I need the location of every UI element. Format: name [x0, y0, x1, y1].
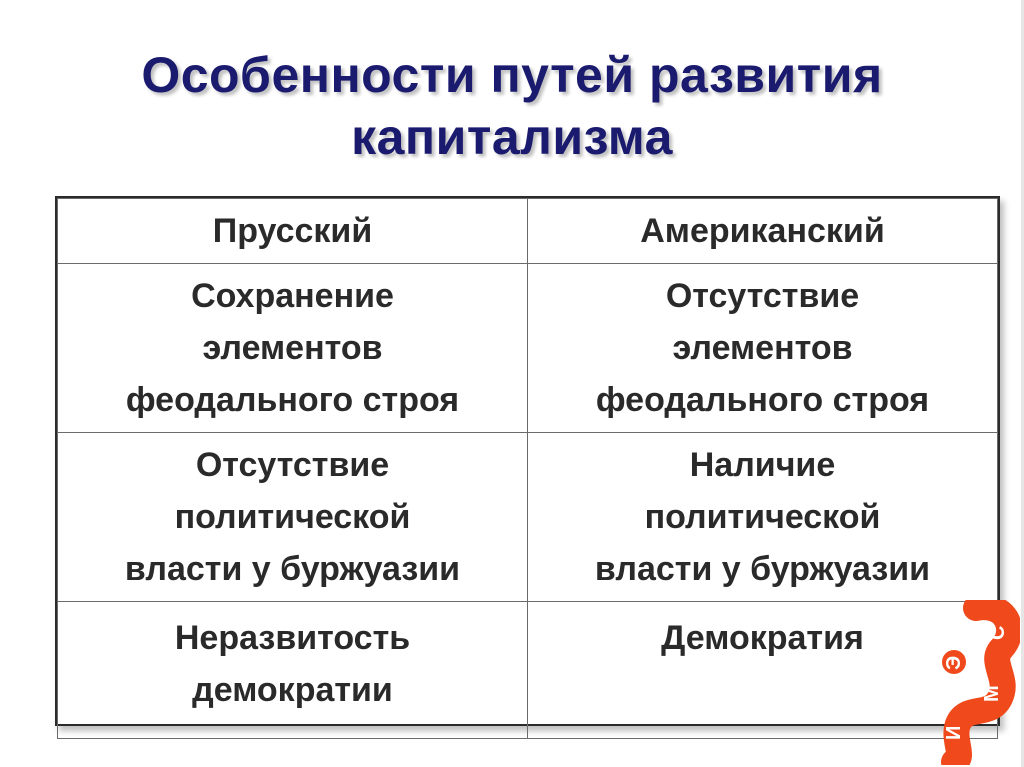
cell-line: политической — [174, 498, 411, 536]
table-row — [58, 433, 998, 602]
header-prussian: Прусский — [58, 199, 528, 264]
cell-line: феодального строя — [595, 381, 930, 419]
cell-line: феодального строя — [125, 381, 460, 419]
cell-line: Сохранение — [191, 277, 394, 315]
cell-line: власти у буржуазии — [594, 550, 931, 588]
cell-line: элементов — [672, 329, 853, 367]
cell-line: Отсутствие — [195, 446, 390, 484]
cell-line: Неразвитость — [174, 619, 411, 657]
cell-line: Демократия — [661, 619, 864, 657]
cell-line: власти у буржуазии — [124, 550, 461, 588]
cell-line: политической — [644, 498, 881, 536]
table-row — [58, 264, 998, 433]
logo-letter: С — [987, 625, 1009, 640]
cell-line: демократии — [192, 671, 393, 709]
imes-logo — [936, 600, 1020, 765]
comparison-table — [55, 196, 1000, 726]
cell-american — [528, 264, 998, 433]
cell-line: Наличие — [689, 446, 836, 484]
cell-line: элементов — [202, 329, 383, 367]
title-line-1: Особенности путей развития — [141, 47, 883, 103]
header-american: Американский — [528, 199, 998, 264]
cell-american — [528, 602, 998, 739]
logo-letter: И — [943, 725, 965, 740]
cell-prussian — [58, 602, 528, 739]
cell-line: Отсутствие — [665, 277, 860, 315]
cell-american — [528, 433, 998, 602]
title-line-2: капитализма — [351, 109, 673, 165]
logo-letter: Э — [943, 655, 965, 670]
cell-prussian — [58, 433, 528, 602]
cell-prussian — [58, 264, 528, 433]
table-row — [58, 602, 998, 739]
slide-title — [0, 44, 1024, 168]
table-header-row — [58, 199, 998, 264]
logo-letter: М — [981, 685, 1003, 702]
